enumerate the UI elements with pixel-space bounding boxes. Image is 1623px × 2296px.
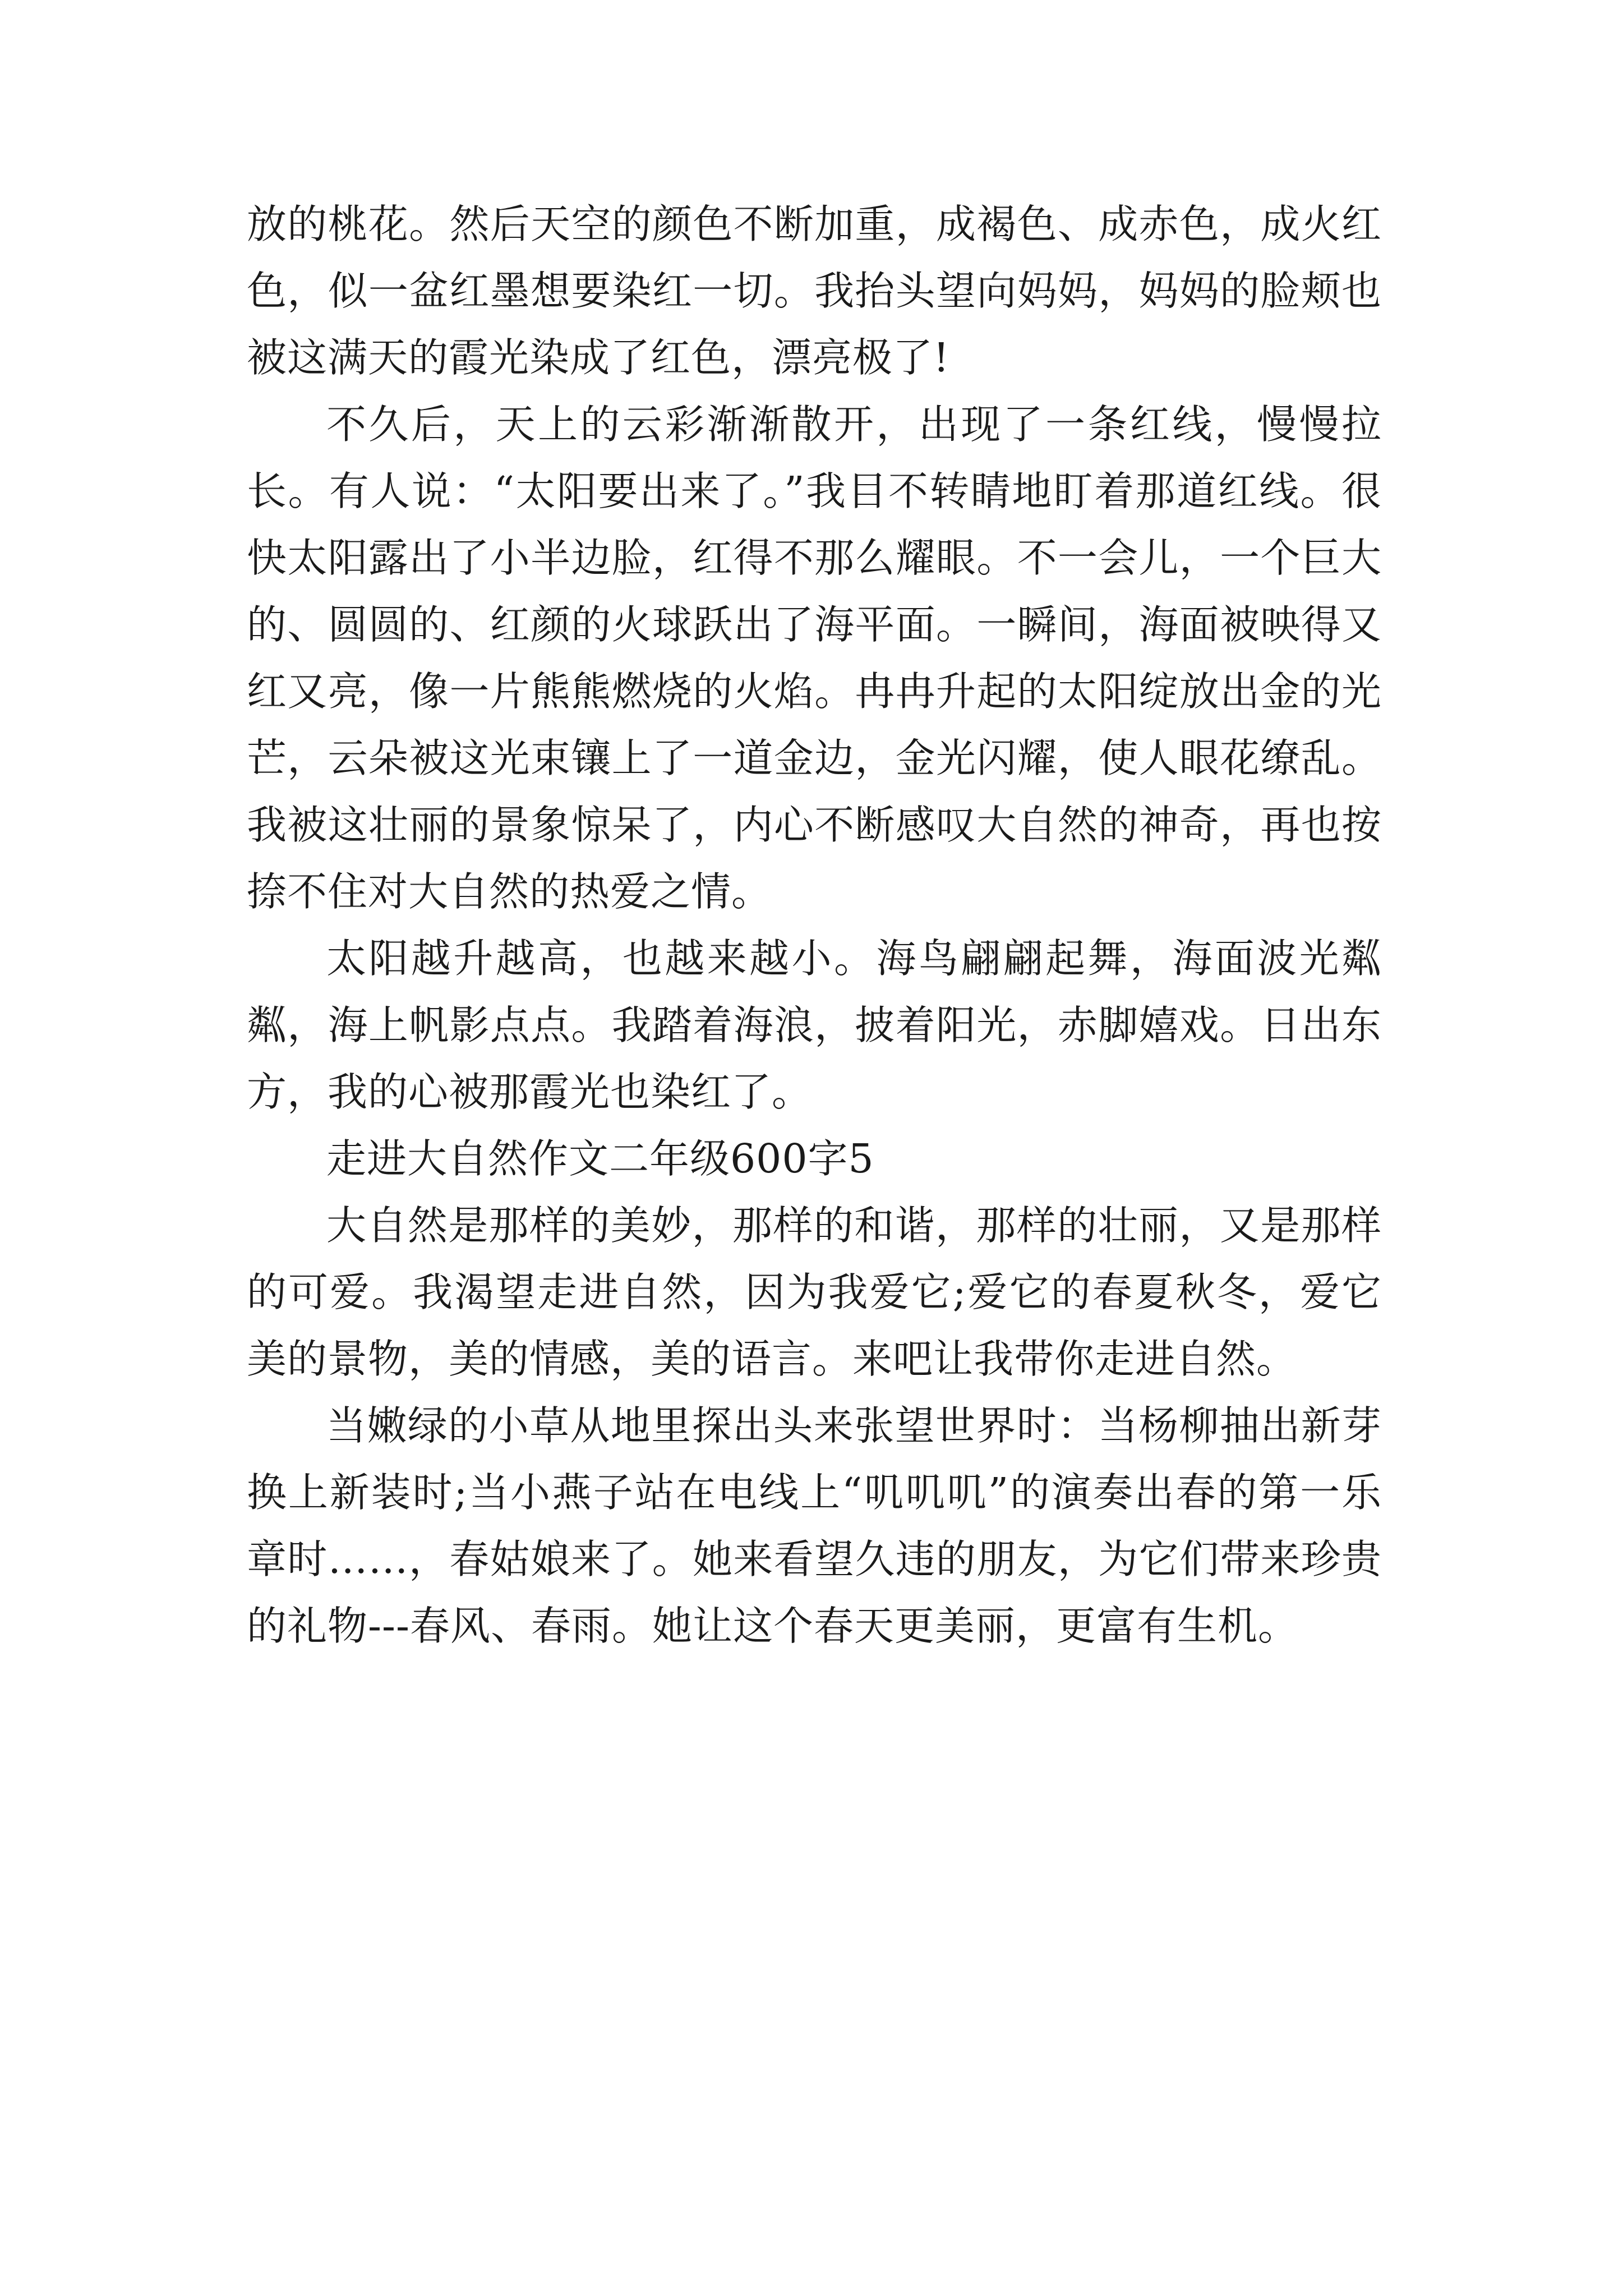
paragraph-sunrise: 不久后，天上的云彩渐渐散开，出现了一条红线，慢慢拉长。有人说：“太阳要出来了。”我目不转睛地盯着那道红线。很快太阳露出了小半边脸，红得不那么耀眼。不一会儿，一个巨大的、圆圆的、红颜的火球跃出了海平面。一瞬间，海面被映得又红又亮，像一片熊熊燃烧的火焰。冉冉升起的太阳绽放出金的光芒，云朵被这光束镶上了一道金边，金光闪耀，使人眼花缭乱。我被这壮丽的景象惊呆了，内心不断感叹大自然的神奇，再也按捺不住对大自然的热爱之情。 — [247, 401, 1382, 915]
paragraph-continued: 放的桃花。然后天空的颜色不断加重，成褐色、成赤色，成火红色，似一盆红墨想要染红一切。我抬头望向妈妈，妈妈的脸颊也被这满天的霞光染成了红色，漂亮极了! — [247, 201, 1382, 381]
paragraph-nature-intro: 大自然是那样的美妙，那样的和谐，那样的壮丽，又是那样的可爱。我渴望走进自然，因为我爱它;爱它的春夏秋冬，爱它美的景物，美的情感，美的语言。来吧让我带你走进自然。 — [247, 1202, 1382, 1382]
section-heading: 走进大自然作文二年级600字5 — [326, 1135, 874, 1182]
paragraph-sun-rising: 太阳越升越高，也越来越小。海鸟翩翩起舞，海面波光粼粼，海上帆影点点。我踏着海浪，披着阳光，赤脚嬉戏。日出东方，我的心被那霞光也染红了。 — [247, 935, 1382, 1115]
document-page — [247, 191, 1382, 1659]
paragraph-spring: 当嫩绿的小草从地里探出头来张望世界时：当杨柳抽出新芽换上新装时;当小燕子站在电线上“叽叽叽”的演奏出春的第一乐章时……，春姑娘来了。她来看望久违的朋友，为它们带来珍贵的礼物---春风、春雨。她让这个春天更美丽，更富有生机。 — [247, 1402, 1382, 1649]
